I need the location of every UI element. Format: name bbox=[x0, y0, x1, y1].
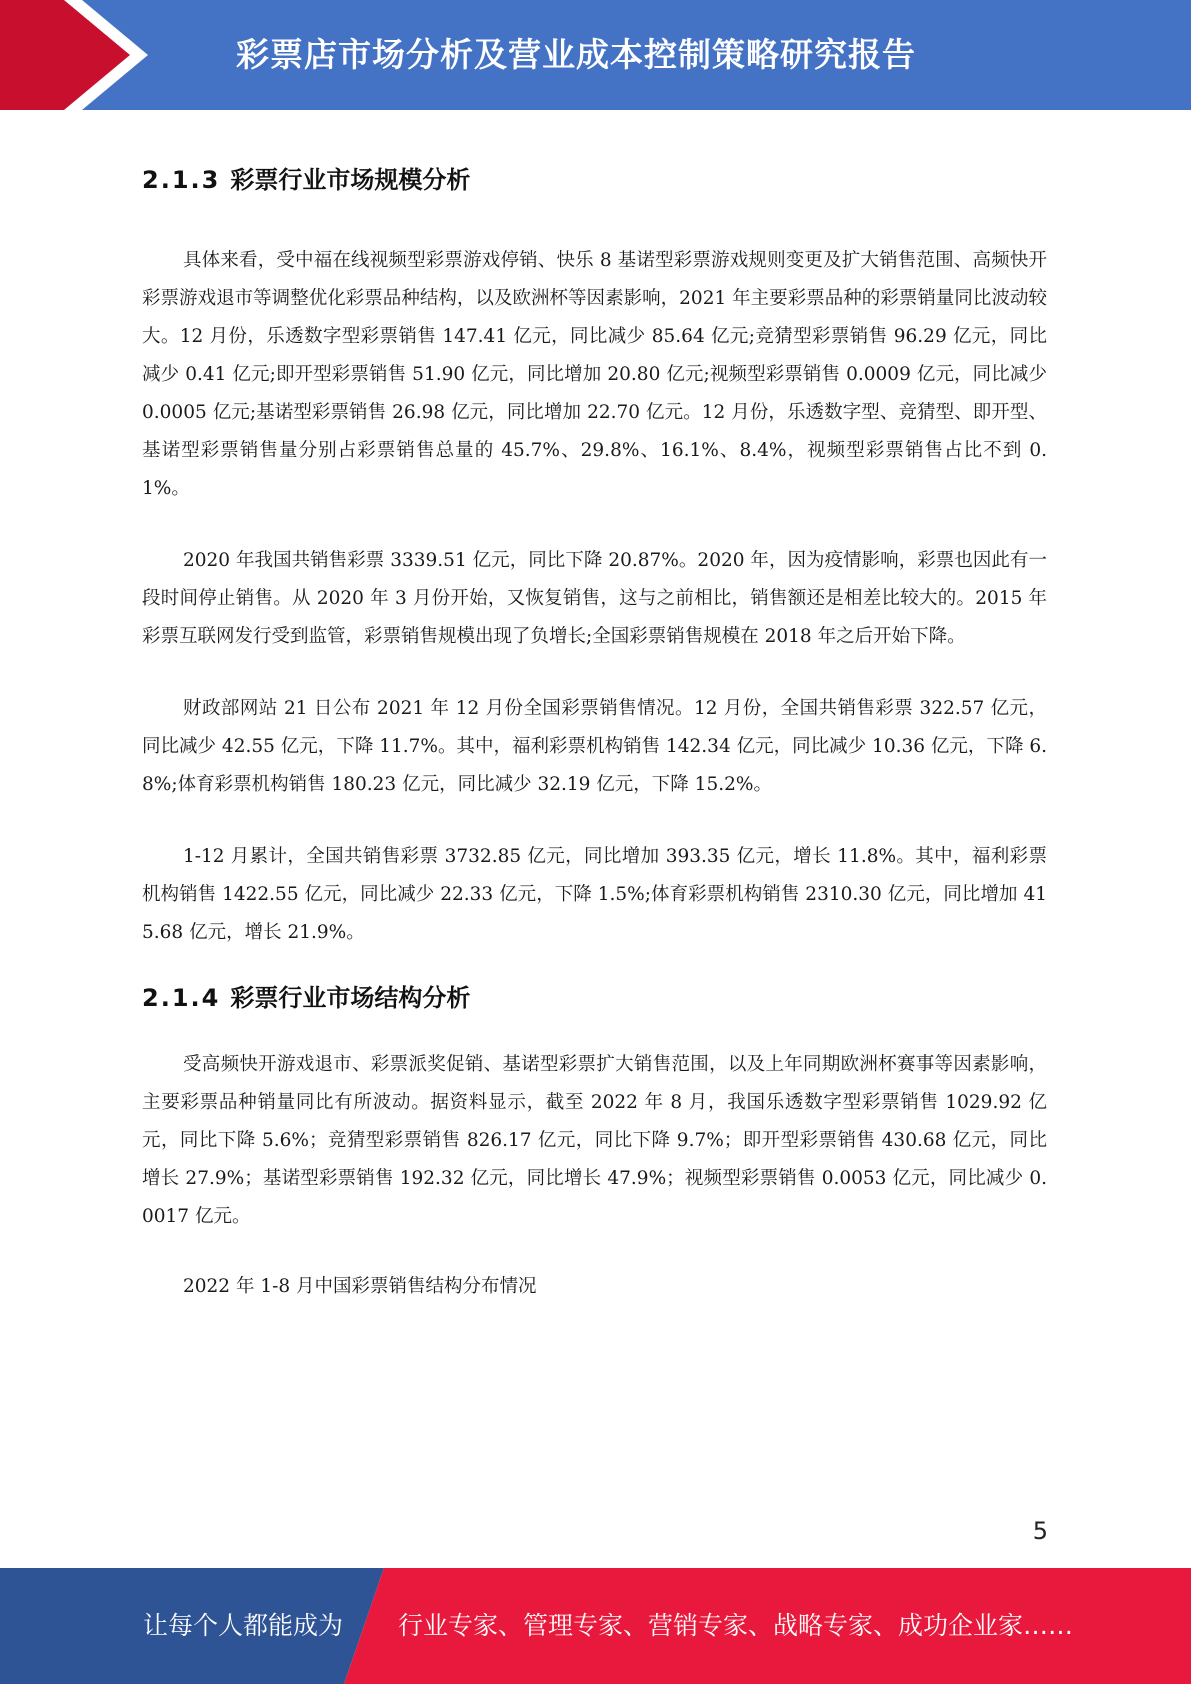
paragraph: 财政部网站 21 日公布 2021 年 12 月份全国彩票销售情况。12 月份，全国共销售彩票 322.57 亿元，同比减少 42.55 亿元，下降 11.7%。其中，福利彩票机构销售 142.34 亿元，同比减少 10.36 亿元，下降 6.8%;体育彩票机构销售 180.23 亿元，同比减少 32.19 亿元，下降 15.2%。 bbox=[142, 698, 1047, 795]
header-banner bbox=[0, 0, 1191, 110]
main-content bbox=[142, 160, 1047, 1306]
paragraph: 具体来看，受中福在线视频型彩票游戏停销、快乐 8 基诺型彩票游戏规则变更及扩大销售范围、高频快开彩票游戏退市等调整优化彩票品种结构，以及欧洲杯等因素影响，2021 年主要彩票品种的彩票销量同比波动较大。12 月份，乐透数字型彩票销售 147.41 亿元，同比减少 85.64 亿元;竞猜型彩票销售 96.29 亿元，同比减少 0.41 亿元;即开型彩票销售 51.90 亿元，同比增加 20.80 亿元;视频型彩票销售 0.0009 亿元，同比减少 0.0005 亿元;基诺型彩票销售 26.98 亿元，同比增加 22.70 亿元。12 月份，乐透数字型、竞猜型、即开型、基诺型彩票销售量分别占彩票销售总量的 45.7%、29.8%、16.1%、8.4%，视频型彩票销售占比不到 0.1%。 bbox=[142, 250, 1047, 499]
page-number: 5 bbox=[1032, 1517, 1048, 1545]
paragraph: 2020 年我国共销售彩票 3339.51 亿元，同比下降 20.87%。2020 年，因为疫情影响，彩票也因此有一段时间停止销售。从 2020 年 3 月份开始，又恢复销售，这与之前相比，销售额还是相差比较大的。2015 年彩票互联网发行受到监管，彩票销售规模出现了负增长;全国彩票销售规模在 2018 年之后开始下降。 bbox=[142, 550, 1047, 647]
section-heading-2-1-3 bbox=[142, 160, 1047, 200]
section-number: 2.1.3 bbox=[142, 166, 221, 194]
paragraph: 受高频快开游戏退市、彩票派奖促销、基诺型彩票扩大销售范围，以及上年同期欧洲杯赛事等因素影响，主要彩票品种销量同比有所波动。据资料显示，截至 2022 年 8 月，我国乐透数字型彩票销售 1029.92 亿元，同比下降 5.6%；竞猜型彩票销售 826.17 亿元，同比下降 9.7%；即开型彩票销售 430.68 亿元，同比增长 27.9%；基诺型彩票销售 192.32 亿元，同比增长 47.9%；视频型彩票销售 0.0053 亿元，同比减少 0.0017 亿元。 bbox=[142, 1054, 1047, 1227]
paragraph: 1-12 月累计，全国共销售彩票 3732.85 亿元，同比增加 393.35 亿元，增长 11.8%。其中，福利彩票机构销售 1422.55 亿元，同比减少 22.33 亿元，下降 1.5%;体育彩票机构销售 2310.30 亿元，同比增加 415.68 亿元，增长 21.9%。 bbox=[142, 846, 1047, 943]
section-title: 彩票行业市场规模分析 bbox=[230, 166, 471, 194]
footer-slogan-right: 行业专家、管理专家、营销专家、战略专家、成功企业家…… bbox=[398, 1611, 1074, 1640]
report-title: 彩票店市场分析及营业成本控制策略研究报告 bbox=[236, 35, 916, 74]
footer-banner bbox=[0, 1568, 1191, 1684]
arrow-chevron-icon bbox=[0, 0, 160, 110]
section-number: 2.1.4 bbox=[142, 984, 221, 1012]
footer-slogan-left: 让每个人都能成为 bbox=[143, 1611, 344, 1640]
section-heading-2-1-4 bbox=[142, 978, 1047, 1018]
section-title: 彩票行业市场结构分析 bbox=[230, 984, 471, 1012]
figure-caption: 2022 年 1-8 月中国彩票销售结构分布情况 bbox=[183, 1276, 537, 1297]
